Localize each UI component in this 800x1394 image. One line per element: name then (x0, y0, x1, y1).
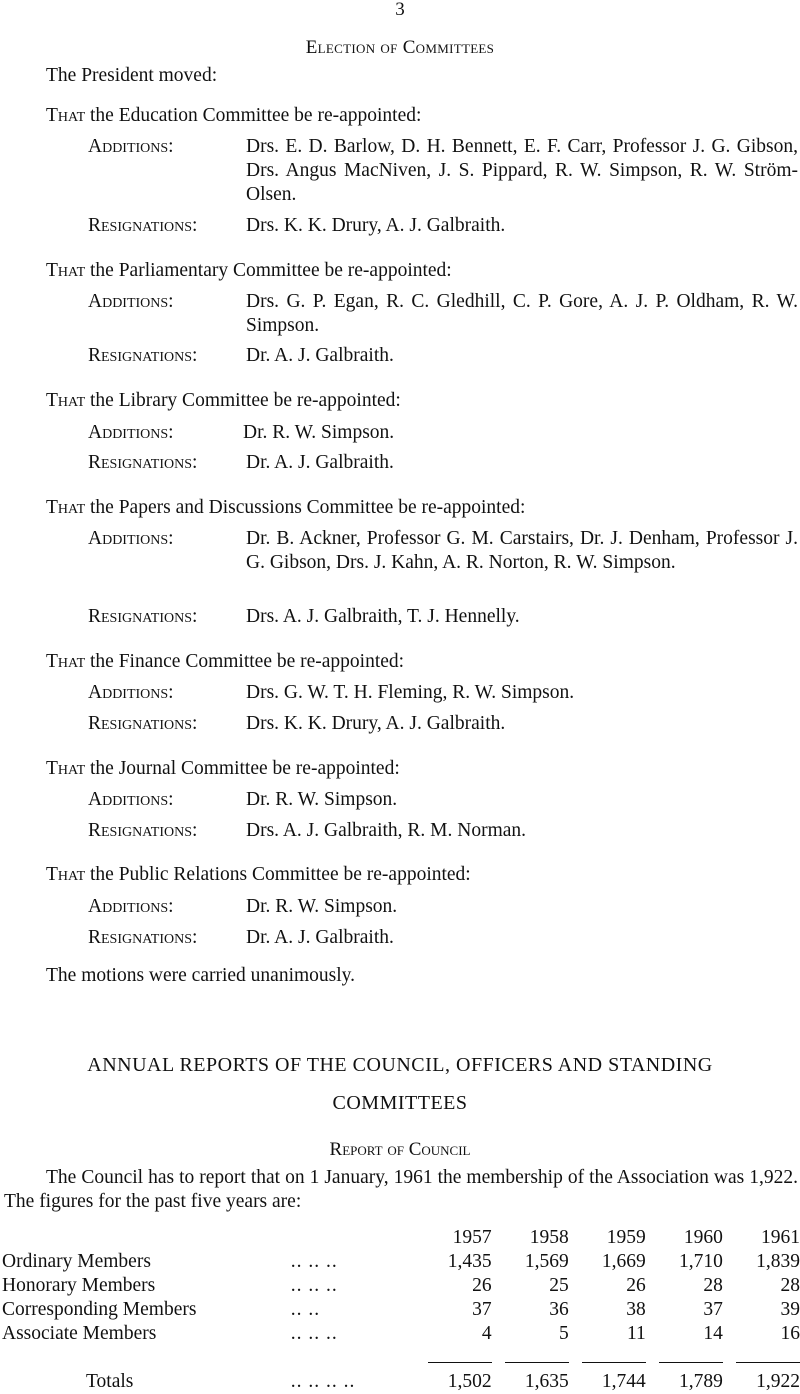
motion-heading-text: the Papers and Discussions Committee be re-appointed: (85, 497, 526, 518)
motion-prefix: That (46, 105, 86, 126)
motion-heading-text: the Library Committee be re-appointed: (85, 390, 401, 411)
resignations-list: Dr. A. J. Galbraith. (246, 927, 394, 948)
table-cell: 36 (549, 1299, 569, 1320)
report-paragraph: The Council has to report that on 1 January, 1961 the membership of the Association was 1,922. The figures for the past five years are: (4, 1167, 798, 1212)
motion-prefix: That (46, 864, 86, 885)
table-cell: 37 (472, 1299, 492, 1320)
additions-list: Dr. R. W. Simpson. (246, 789, 398, 810)
section-title: Election of Committees (305, 37, 495, 58)
resignations-label: Resignations: (88, 452, 198, 473)
motion-prefix: That (46, 497, 86, 518)
page-number: 3 (395, 0, 405, 20)
year-header: 1961 (761, 1227, 800, 1248)
additions-list: Dr. B. Ackner, Professor G. M. Carstairs, Dr. J. Denham, Professor J. G. Gibson, Drs. J. Kahn, A. R. Norton, R. W. Simpson. (246, 528, 798, 573)
additions-list: Drs. G. W. T. H. Fleming, R. W. Simpson. (246, 682, 575, 703)
total-cell: 1,789 (679, 1371, 723, 1392)
motion-prefix: That (46, 651, 86, 672)
leader-dots: .. .. .. (290, 1251, 338, 1272)
table-cell: 28 (780, 1275, 800, 1296)
leader-dots: .. .. .. .. (290, 1371, 356, 1392)
table-cell: 1,669 (601, 1251, 646, 1272)
resignations-label: Resignations: (88, 215, 198, 236)
table-cell: 4 (481, 1323, 492, 1344)
row-label: Honorary Members (2, 1275, 156, 1296)
annual-reports-heading-line2: COMMITTEES (332, 1092, 468, 1114)
additions-label: Additions: (88, 896, 174, 917)
totals-row (2, 1370, 800, 1394)
motion-heading-parliamentary (46, 259, 452, 283)
row-label: Corresponding Members (2, 1299, 197, 1320)
leader-dots: .. .. .. (290, 1323, 338, 1344)
motion-heading-journal (46, 757, 400, 781)
closing-statement: The motions were carried unanimously. (46, 965, 356, 986)
table-cell: 5 (558, 1323, 569, 1344)
additions-label: Additions: (88, 682, 174, 703)
resignations-label: Resignations: (88, 606, 198, 627)
additions-label: Additions: (88, 789, 174, 810)
intro-text: The President moved: (46, 65, 218, 86)
motion-heading-education (46, 104, 421, 128)
table-row (2, 1250, 800, 1274)
additions-list: Dr. R. W. Simpson. (246, 896, 398, 917)
resignations-list: Drs. K. K. Drury, A. J. Galbraith. (246, 215, 506, 236)
total-cell: 1,635 (524, 1371, 569, 1392)
resignations-list: Dr. A. J. Galbraith. (246, 452, 394, 473)
table-cell: 39 (780, 1299, 800, 1320)
table-row (2, 1274, 800, 1298)
resignations-list: Drs. K. K. Drury, A. J. Galbraith. (246, 713, 506, 734)
totals-rule (659, 1362, 723, 1363)
year-header: 1958 (529, 1227, 569, 1248)
table-cell: 1,839 (756, 1251, 800, 1272)
motion-heading-text: the Education Committee be re-appointed: (85, 105, 422, 126)
totals-label: Totals (86, 1371, 134, 1392)
motion-prefix: That (46, 260, 86, 281)
motion-heading-library (46, 389, 401, 413)
table-header-row (2, 1226, 800, 1250)
table-cell: 1,710 (679, 1251, 723, 1272)
total-cell: 1,744 (601, 1371, 646, 1392)
totals-rule (428, 1362, 492, 1363)
year-header: 1960 (683, 1227, 723, 1248)
totals-rule (505, 1362, 569, 1363)
table-cell: 16 (780, 1323, 800, 1344)
additions-label: Additions: (88, 291, 174, 312)
motion-heading-finance (46, 650, 404, 674)
additions-list: Drs. G. P. Egan, R. C. Gledhill, C. P. Gore, A. J. P. Oldham, R. W. Simpson. (246, 291, 798, 336)
row-label: Associate Members (2, 1323, 157, 1344)
table-cell: 11 (627, 1323, 646, 1344)
year-header: 1959 (606, 1227, 646, 1248)
table-cell: 1,435 (447, 1251, 492, 1272)
table-cell: 37 (703, 1299, 723, 1320)
table-cell: 14 (703, 1323, 723, 1344)
motion-heading-text: the Finance Committee be re-appointed: (85, 651, 405, 672)
motion-prefix: That (46, 758, 86, 779)
annual-reports-heading: ANNUAL REPORTS OF THE COUNCIL, OFFICERS AND STANDING (87, 1054, 713, 1076)
total-cell: 1,502 (447, 1371, 492, 1392)
table-cell: 1,569 (524, 1251, 569, 1272)
totals-rule (582, 1362, 646, 1363)
resignations-list: Drs. A. J. Galbraith, R. M. Norman. (246, 820, 527, 841)
table-cell: 26 (626, 1275, 646, 1296)
table-cell: 26 (472, 1275, 492, 1296)
table-row (2, 1298, 800, 1322)
resignations-label: Resignations: (88, 820, 198, 841)
motion-heading-public-relations (46, 863, 471, 887)
motion-heading-text: the Journal Committee be re-appointed: (85, 758, 400, 779)
totals-rule-row (2, 1346, 800, 1370)
resignations-label: Resignations: (88, 927, 198, 948)
resignations-label: Resignations: (88, 713, 198, 734)
total-cell: 1,922 (756, 1371, 800, 1392)
additions-list: Drs. E. D. Barlow, D. H. Bennett, E. F. Carr, Professor J. G. Gibson, Drs. Angus MacNiven, J. S. Pippard, R. W. Simpson, R. W. Ström-Olsen. (246, 136, 798, 205)
row-label: Ordinary Members (2, 1251, 151, 1272)
additions-label: Additions: (88, 528, 174, 549)
leader-dots: .. .. .. (290, 1275, 338, 1296)
resignations-label: Resignations: (88, 345, 198, 366)
resignations-list: Drs. A. J. Galbraith, T. J. Hennelly. (246, 606, 520, 627)
motion-heading-papers (46, 496, 525, 520)
additions-label: Additions: (88, 136, 174, 157)
table-row (2, 1322, 800, 1346)
table-cell: 28 (703, 1275, 723, 1296)
table-cell: 25 (549, 1275, 569, 1296)
membership-table (2, 1226, 800, 1394)
motion-prefix: That (46, 390, 86, 411)
table-cell: 38 (626, 1299, 646, 1320)
motion-heading-text: the Public Relations Committee be re-appointed: (85, 864, 471, 885)
additions-list: Dr. R. W. Simpson. (243, 422, 395, 443)
motion-heading-text: the Parliamentary Committee be re-appointed: (85, 260, 452, 281)
additions-label: Additions: (88, 422, 174, 443)
leader-dots: .. .. (290, 1299, 321, 1320)
totals-rule (736, 1362, 800, 1363)
resignations-list: Dr. A. J. Galbraith. (246, 345, 394, 366)
year-header: 1957 (452, 1227, 492, 1248)
report-of-council-heading: Report of Council (329, 1139, 471, 1160)
